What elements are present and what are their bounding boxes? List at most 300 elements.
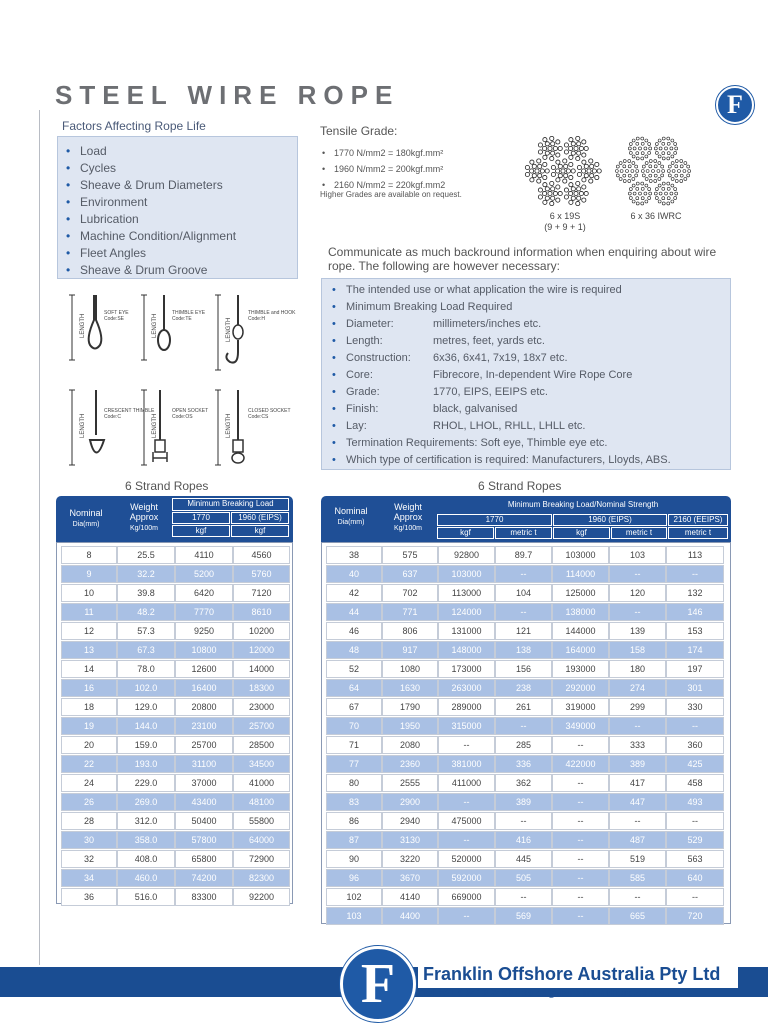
table2-cell: -- <box>609 565 666 583</box>
requirements-box <box>321 278 731 470</box>
table2-h-nominal: Nominal <box>334 506 368 516</box>
table2-cell: 132 <box>666 584 724 602</box>
table1-cell: 23000 <box>233 698 290 716</box>
tensile-item: • 1770 N/mm2 = 180kgf.mm² <box>322 145 445 161</box>
table2-cell: 146 <box>666 603 724 621</box>
factors-box <box>57 136 298 279</box>
table1-cell: 25.5 <box>117 546 175 564</box>
table2-cell: 669000 <box>438 888 495 906</box>
page-title: STEEL WIRE ROPE <box>55 80 400 110</box>
tensile-list <box>322 145 445 193</box>
table2-cell: 771 <box>382 603 438 621</box>
requirement-item: • Length: metres, feet, yards etc. <box>346 333 730 350</box>
table1-cell: 55800 <box>233 812 290 830</box>
table1-cell: 4110 <box>175 546 233 564</box>
table2-cell: -- <box>438 793 495 811</box>
table1-row <box>61 660 290 678</box>
table2-cell: 83 <box>326 793 382 811</box>
franklin-globe-logo-icon: F <box>340 946 416 1022</box>
table1-row <box>61 888 290 906</box>
table1-cell: 34500 <box>233 755 290 773</box>
table2-cell: 44 <box>326 603 382 621</box>
table1-row <box>61 793 290 811</box>
table2-cell: 38 <box>326 546 382 564</box>
table2-cell: -- <box>495 603 552 621</box>
table1-cell: 193.0 <box>117 755 175 773</box>
table1-cell: 7120 <box>233 584 290 602</box>
table1-cell: 28 <box>61 812 117 830</box>
requirement-item: • Minimum Breaking Load Required <box>346 299 730 316</box>
table1-cell: 4560 <box>233 546 290 564</box>
table1-cell: 9250 <box>175 622 233 640</box>
table1-cell: 43400 <box>175 793 233 811</box>
table2-header <box>321 496 731 542</box>
table2-cell: 102 <box>326 888 382 906</box>
table1-h-weight-unit: Kg/100m <box>129 525 159 532</box>
table2-cell: 592000 <box>438 869 495 887</box>
table1-cell: 37000 <box>175 774 233 792</box>
table2-h-unit3: kgf <box>553 527 610 539</box>
rope-6x19s-caption: 6 x 19S (9 + 9 + 1) <box>544 211 586 232</box>
table2-cell: 360 <box>666 736 724 754</box>
table2-cell: -- <box>609 812 666 830</box>
table1-cell: 144.0 <box>117 717 175 735</box>
table2-row <box>326 888 724 906</box>
table2-cell: 48 <box>326 641 382 659</box>
table1-cell: 16400 <box>175 679 233 697</box>
table2-cell: 1950 <box>382 717 438 735</box>
table1-cell: 12 <box>61 622 117 640</box>
table2-row <box>326 603 724 621</box>
table2-cell: 2555 <box>382 774 438 792</box>
table2-cell: 52 <box>326 660 382 678</box>
table2-cell: -- <box>495 565 552 583</box>
table2-cell: 362 <box>495 774 552 792</box>
table1-h-mbl: Minimum Breaking Load <box>172 498 289 511</box>
factor-item: • Lubrication <box>80 211 297 228</box>
table1-cell: 408.0 <box>117 850 175 868</box>
table2-cell: 519 <box>609 850 666 868</box>
table1-h-unit1: kgf <box>172 525 230 537</box>
table1-cell: 31100 <box>175 755 233 773</box>
table2-cell: 103 <box>609 546 666 564</box>
table2-row <box>326 869 724 887</box>
table2-cell: 917 <box>382 641 438 659</box>
table2-cell: 301 <box>666 679 724 697</box>
table2-h-mbl: Minimum Breaking Load/Nominal Strength <box>507 500 659 509</box>
table1-row <box>61 698 290 716</box>
table2-cell: 640 <box>666 869 724 887</box>
table2-cell: 46 <box>326 622 382 640</box>
table2-cell: 121 <box>495 622 552 640</box>
table2-row <box>326 736 724 754</box>
factor-item: • Fleet Angles <box>80 245 297 262</box>
table1-section-title: 6 Strand Ropes <box>125 479 209 493</box>
table2-cell: 330 <box>666 698 724 716</box>
table2-row <box>326 850 724 868</box>
table1-cell: 25700 <box>233 717 290 735</box>
table2-cell: 80 <box>326 774 382 792</box>
table2-row <box>326 812 724 830</box>
table2-h-nominal-unit: Dia(mm) <box>337 519 365 526</box>
table2-cell: 529 <box>666 831 724 849</box>
table2-cell: -- <box>438 907 495 925</box>
table2-cell: -- <box>552 831 609 849</box>
table1-cell: 67.3 <box>117 641 175 659</box>
table2-cell: 720 <box>666 907 724 925</box>
table1-cell: 312.0 <box>117 812 175 830</box>
factor-item: • Sheave & Drum Diameters <box>80 177 297 194</box>
table1-cell: 20800 <box>175 698 233 716</box>
company-contact: Tel +61 8 9410 2480 • sales@franklinoffshore.com.au <box>421 988 671 999</box>
table2-cell: 569 <box>495 907 552 925</box>
table2-h-grade3: 2160 (EEIPS) <box>668 514 728 526</box>
fitting-label: THIMBLE EYE Code:TE <box>172 310 206 322</box>
requirement-item: • Lay: RHOL, LHOL, RHLL, LHLL etc. <box>346 418 730 435</box>
table2-h-grade1: 1770 <box>437 514 552 526</box>
factors-title: Factors Affecting Rope Life <box>62 119 206 133</box>
table2-cell: 299 <box>609 698 666 716</box>
length-label: LENGTH <box>226 317 232 342</box>
table2-cell: -- <box>666 888 724 906</box>
table2-cell: 389 <box>495 793 552 811</box>
table2-cell: 3220 <box>382 850 438 868</box>
table2-cell: 180 <box>609 660 666 678</box>
table1-h-weight: Weight Approx <box>129 502 159 522</box>
table2-cell: 197 <box>666 660 724 678</box>
table1-cell: 10200 <box>233 622 290 640</box>
fitting-label: SOFT EYE Code:SE <box>104 310 129 322</box>
table2-h-unit5: metric t <box>668 527 728 539</box>
table2-cell: 2360 <box>382 755 438 773</box>
tensile-note: Higher Grades are available on request. <box>320 190 462 199</box>
table1-cell: 39.8 <box>117 584 175 602</box>
table1-cell: 22 <box>61 755 117 773</box>
requirement-item: • The intended use or what application the wire is required <box>346 282 730 299</box>
table1-cell: 50400 <box>175 812 233 830</box>
table1-cell: 16 <box>61 679 117 697</box>
table1-cell: 64000 <box>233 831 290 849</box>
table2-cell: -- <box>552 774 609 792</box>
table1-row <box>61 736 290 754</box>
table1-cell: 159.0 <box>117 736 175 754</box>
requirement-item: • Termination Requirements: Soft eye, Thimble eye etc. <box>346 435 730 452</box>
table1-row <box>61 584 290 602</box>
table2-row <box>326 698 724 716</box>
table1-cell: 48100 <box>233 793 290 811</box>
table2-cell: 120 <box>609 584 666 602</box>
table2-cell: -- <box>552 736 609 754</box>
table2-cell: -- <box>552 907 609 925</box>
table2-cell: 64 <box>326 679 382 697</box>
table1-row <box>61 603 290 621</box>
table2-h-grade2: 1960 (EIPS) <box>553 514 667 526</box>
table2-cell: -- <box>552 850 609 868</box>
table2-cell: 425 <box>666 755 724 773</box>
table2-row <box>326 641 724 659</box>
table1-cell: 18300 <box>233 679 290 697</box>
table1-cell: 5760 <box>233 565 290 583</box>
table2-cell: 113000 <box>438 584 495 602</box>
table2-cell: 806 <box>382 622 438 640</box>
table1-cell: 10800 <box>175 641 233 659</box>
table2-row <box>326 679 724 697</box>
table2-cell: 336 <box>495 755 552 773</box>
table2-cell: 381000 <box>438 755 495 773</box>
factors-list <box>80 143 297 279</box>
table1-cell: 74200 <box>175 869 233 887</box>
table1-row <box>61 717 290 735</box>
rope-6x36-iwrc-icon <box>612 130 694 212</box>
table1-cell: 36 <box>61 888 117 906</box>
table2-row <box>326 546 724 564</box>
table2-cell: 70 <box>326 717 382 735</box>
table2-cell: 67 <box>326 698 382 716</box>
table2-cell: 702 <box>382 584 438 602</box>
length-label: LENGTH <box>226 413 232 438</box>
table2-cell: 103000 <box>552 546 609 564</box>
table2-cell: 637 <box>382 565 438 583</box>
table2-cell: 3670 <box>382 869 438 887</box>
table2-cell: 585 <box>609 869 666 887</box>
table2-cell: -- <box>495 812 552 830</box>
factor-item: • Load <box>80 143 297 160</box>
requirement-item: • Grade: 1770, EIPS, EEIPS etc. <box>346 384 730 401</box>
table1-cell: 8 <box>61 546 117 564</box>
table2-row <box>326 660 724 678</box>
factor-item: • Cycles <box>80 160 297 177</box>
fittings-diagram <box>60 290 300 470</box>
table2-cell: -- <box>666 717 724 735</box>
table1-cell: 102.0 <box>117 679 175 697</box>
table1-cell: 28500 <box>233 736 290 754</box>
table1-cell: 26 <box>61 793 117 811</box>
table2-cell: 113 <box>666 546 724 564</box>
table1-row <box>61 831 290 849</box>
table1-row <box>61 546 290 564</box>
fitting-label: OPEN SOCKET Code:OS <box>172 408 209 420</box>
table2-cell: 315000 <box>438 717 495 735</box>
table2-cell: 285 <box>495 736 552 754</box>
requirement-item: • Diameter: millimeters/inches etc. <box>346 316 730 333</box>
table2-cell: 71 <box>326 736 382 754</box>
factor-item: • Sheave & Drum Groove <box>80 262 297 279</box>
table2-cell: 89.7 <box>495 546 552 564</box>
table2-cell: 292000 <box>552 679 609 697</box>
table1-cell: 23100 <box>175 717 233 735</box>
table1-cell: 34 <box>61 869 117 887</box>
table2-cell: 2900 <box>382 793 438 811</box>
table2-cell: 416 <box>495 831 552 849</box>
table2-cell: 3130 <box>382 831 438 849</box>
table1-row <box>61 774 290 792</box>
table1-cell: 72900 <box>233 850 290 868</box>
table2-cell: 1790 <box>382 698 438 716</box>
table2-cell: 42 <box>326 584 382 602</box>
table2-row <box>326 907 724 925</box>
table1-row <box>61 812 290 830</box>
table2-cell: 86 <box>326 812 382 830</box>
table1-row <box>61 641 290 659</box>
table1-h-grade1: 1770 <box>172 512 230 524</box>
table1-cell: 48.2 <box>117 603 175 621</box>
table2-cell: 349000 <box>552 717 609 735</box>
table2-cell: -- <box>609 717 666 735</box>
table2-cell: 164000 <box>552 641 609 659</box>
table1-header <box>56 496 293 542</box>
table2-cell: -- <box>609 888 666 906</box>
table2-h-weight-unit: Kg/100m <box>393 525 423 532</box>
table1-cell: 13 <box>61 641 117 659</box>
table2-cell: -- <box>666 812 724 830</box>
table2-cell: 77 <box>326 755 382 773</box>
table2-cell: 665 <box>609 907 666 925</box>
table1-cell: 14000 <box>233 660 290 678</box>
table2-cell: 174 <box>666 641 724 659</box>
table1-cell: 83300 <box>175 888 233 906</box>
table1-cell: 82300 <box>233 869 290 887</box>
table1-row <box>61 850 290 868</box>
table1-cell: 129.0 <box>117 698 175 716</box>
table1-cell: 18 <box>61 698 117 716</box>
table2-row <box>326 793 724 811</box>
page-frame-line <box>39 110 40 965</box>
table1-cell: 12600 <box>175 660 233 678</box>
table2-cell: 505 <box>495 869 552 887</box>
table1-cell: 229.0 <box>117 774 175 792</box>
table2-cell: 103000 <box>438 565 495 583</box>
table2-cell: 1080 <box>382 660 438 678</box>
tensile-title: Tensile Grade: <box>320 124 398 138</box>
table2-cell: 158 <box>609 641 666 659</box>
factor-item: • Machine Condition/Alignment <box>80 228 297 245</box>
table2-cell: -- <box>552 869 609 887</box>
table1-body <box>56 542 293 904</box>
table2-h-weight: Weight Approx <box>393 502 423 522</box>
table2-cell: -- <box>438 831 495 849</box>
table2-cell: 193000 <box>552 660 609 678</box>
table2-cell: 138000 <box>552 603 609 621</box>
table1-cell: 57.3 <box>117 622 175 640</box>
table2-cell: 417 <box>609 774 666 792</box>
table1-cell: 32.2 <box>117 565 175 583</box>
table1-cell: 358.0 <box>117 831 175 849</box>
table2-row <box>326 622 724 640</box>
table2-cell: 173000 <box>438 660 495 678</box>
table2-cell: 520000 <box>438 850 495 868</box>
length-label: LENGTH <box>152 313 158 338</box>
table2-cell: 156 <box>495 660 552 678</box>
table1-h-nominal-unit: Dia(mm) <box>72 521 100 528</box>
table1-row <box>61 755 290 773</box>
table2-cell: 124000 <box>438 603 495 621</box>
table2-cell: 96 <box>326 869 382 887</box>
factor-item: • Environment <box>80 194 297 211</box>
fitting-label: THIMBLE and HOOK Code:H <box>248 310 296 322</box>
table2-cell: -- <box>552 888 609 906</box>
table1-row <box>61 622 290 640</box>
table2-cell: 125000 <box>552 584 609 602</box>
table2-cell: 4140 <box>382 888 438 906</box>
table2-cell: -- <box>552 793 609 811</box>
communicate-text: Communicate as much backround information when enquiring about wire rope. The following are however necessary: <box>328 245 717 273</box>
table1-cell: 14 <box>61 660 117 678</box>
table1-cell: 7770 <box>175 603 233 621</box>
table2-cell: 114000 <box>552 565 609 583</box>
table1-cell: 65800 <box>175 850 233 868</box>
table2-cell: 319000 <box>552 698 609 716</box>
table1-h-grade2: 1960 (EIPS) <box>231 512 289 524</box>
table1-cell: 92200 <box>233 888 290 906</box>
table1-cell: 10 <box>61 584 117 602</box>
table1-cell: 20 <box>61 736 117 754</box>
table1-cell: 11 <box>61 603 117 621</box>
table2-cell: 138 <box>495 641 552 659</box>
company-name: Franklin Offshore Australia Pty Ltd <box>421 964 726 985</box>
table2-cell: -- <box>666 565 724 583</box>
rope-6x36-caption: 6 x 36 IWRC <box>630 211 682 221</box>
length-label: LENGTH <box>80 413 86 438</box>
table2-cell: 103 <box>326 907 382 925</box>
table1-cell: 78.0 <box>117 660 175 678</box>
table2-cell: 475000 <box>438 812 495 830</box>
table1-cell: 19 <box>61 717 117 735</box>
table1-row <box>61 869 290 887</box>
table1-cell: 24 <box>61 774 117 792</box>
table2-row <box>326 774 724 792</box>
table2-cell: 263000 <box>438 679 495 697</box>
requirement-item: • Core: Fibrecore, In-dependent Wire Rope Core <box>346 367 730 384</box>
tensile-item: • 1960 N/mm2 = 200kgf.mm² <box>322 161 445 177</box>
table1-cell: 41000 <box>233 774 290 792</box>
table2-cell: 493 <box>666 793 724 811</box>
table2-cell: 289000 <box>438 698 495 716</box>
table2-row <box>326 565 724 583</box>
table1-cell: 5200 <box>175 565 233 583</box>
table2-cell: 131000 <box>438 622 495 640</box>
table2-cell: 238 <box>495 679 552 697</box>
table2-cell: 575 <box>382 546 438 564</box>
table2-cell: 422000 <box>552 755 609 773</box>
table1-cell: 460.0 <box>117 869 175 887</box>
rope-6x19s-icon <box>522 130 604 212</box>
table2-cell: 153 <box>666 622 724 640</box>
table2-h-unit4: metric t <box>611 527 667 539</box>
table2-cell: 563 <box>666 850 724 868</box>
table2-cell: 458 <box>666 774 724 792</box>
table1-row <box>61 565 290 583</box>
table2-cell: 261 <box>495 698 552 716</box>
table1-cell: 12000 <box>233 641 290 659</box>
table1-cell: 57800 <box>175 831 233 849</box>
table2-cell: 1630 <box>382 679 438 697</box>
table2-cell: 445 <box>495 850 552 868</box>
table2-cell: 411000 <box>438 774 495 792</box>
table2-cell: 333 <box>609 736 666 754</box>
table1-cell: 6420 <box>175 584 233 602</box>
table2-cell: 144000 <box>552 622 609 640</box>
table2-cell: 139 <box>609 622 666 640</box>
table2-cell: 2940 <box>382 812 438 830</box>
franklin-logo-icon: F <box>716 86 754 124</box>
tensile-item: • 2160 N/mm2 = 220kgf.mm2 <box>322 177 445 193</box>
requirement-item: • Construction: 6x36, 6x41, 7x19, 18x7 etc. <box>346 350 730 367</box>
requirement-item: • Which type of certification is required: Manufacturers, Lloyds, ABS. <box>346 452 730 469</box>
table1-cell: 269.0 <box>117 793 175 811</box>
table1-cell: 8610 <box>233 603 290 621</box>
table2-cell: 487 <box>609 831 666 849</box>
table2-cell: 148000 <box>438 641 495 659</box>
